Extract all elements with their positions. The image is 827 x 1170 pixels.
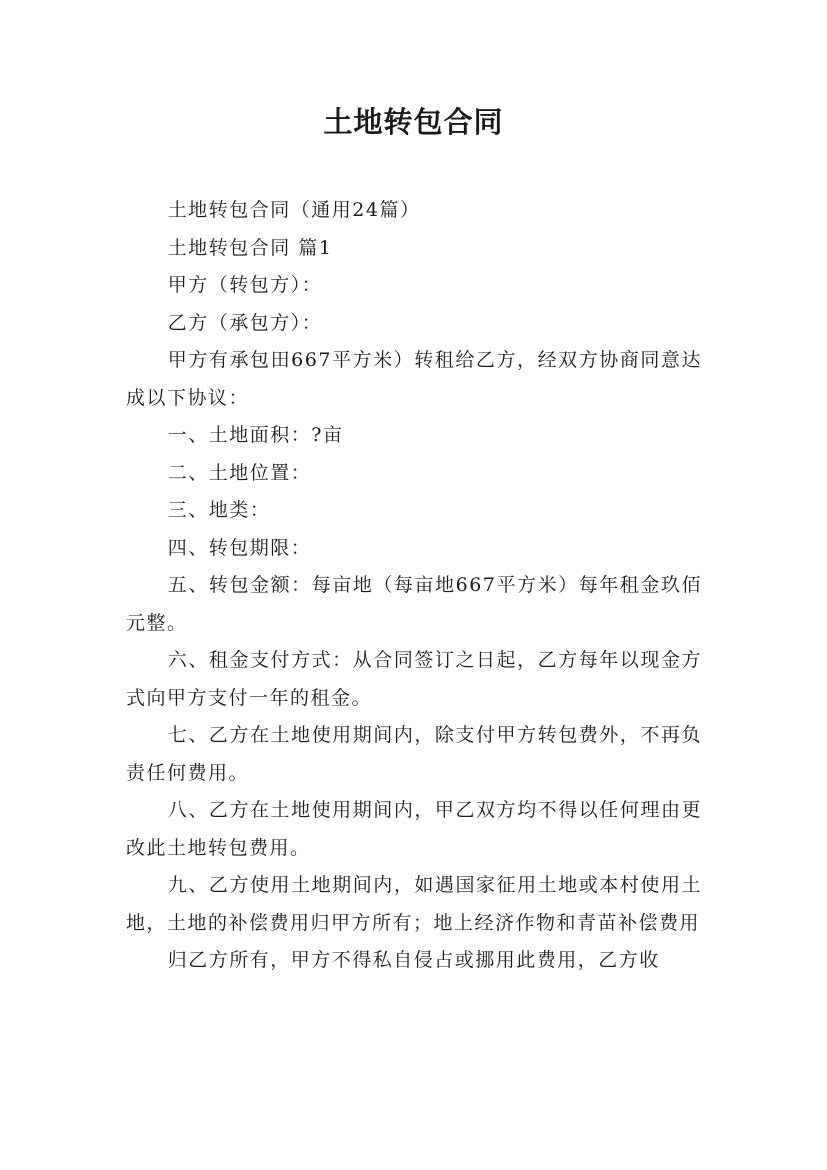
paragraph-party-a: 甲方（转包方）： xyxy=(167,274,323,296)
paragraph-section-heading: 土地转包合同 篇1 xyxy=(167,236,333,259)
clause-no-other-fees: 七、乙方在土地使用期间内，除支付甲方转包费外，不再负责任何费用。 xyxy=(126,724,702,784)
clause-compensation-continued: 归乙方所有，甲方不得私自侵占或挪用此费用，乙方收 xyxy=(167,949,660,971)
clause-compensation: 九、乙方使用土地期间内，如遇国家征用土地或本村使用土地，土地的补偿费用归甲方所有；地上经济作物和青苗补偿费用 xyxy=(126,874,702,934)
document-title: 土地转包合同 xyxy=(323,105,504,139)
clause-land-location: 二、土地位置： xyxy=(167,461,312,484)
document-body xyxy=(126,192,702,980)
clause-land-area: 一、土地面积：?亩 xyxy=(167,424,344,446)
paragraph-party-b: 乙方（承包方）： xyxy=(167,311,323,334)
paragraph-subtitle: 土地转包合同（通用24篇） xyxy=(167,199,421,221)
clause-term: 四、转包期限： xyxy=(167,536,312,559)
clause-amount: 五、转包金额：每亩地（每亩地667平方米）每年租金玖佰元整。 xyxy=(126,574,702,634)
clause-payment-method: 六、租金支付方式：从合同签订之日起，乙方每年以现金方式向甲方支付一年的租金。 xyxy=(126,649,702,709)
clause-no-fee-change: 八、乙方在土地使用期间内，甲乙双方均不得以任何理由更改此土地转包费用。 xyxy=(126,799,702,859)
paragraph-intro: 甲方有承包田667平方米）转租给乙方，经双方协商同意达成以下协议： xyxy=(126,349,702,409)
clause-land-type: 三、地类： xyxy=(167,499,271,521)
